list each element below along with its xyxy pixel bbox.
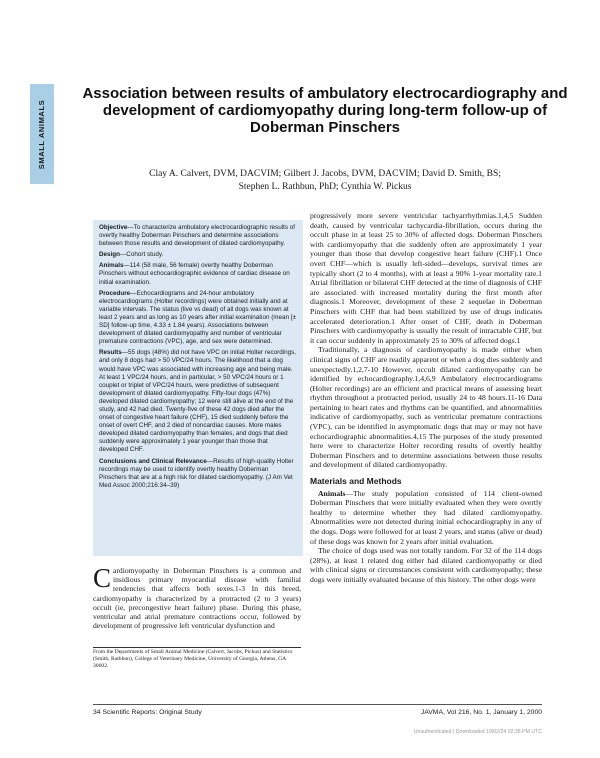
abstract-animals: Animals—114 (58 male, 56 female) overtly healthy Doberman Pinschers without echocardiographic evidence of cardiac disease on initial examination. bbox=[99, 262, 290, 286]
abstract-box bbox=[93, 220, 303, 556]
section-tab-label: SMALL ANIMALS bbox=[37, 99, 47, 169]
page-footer-right: JAVMA, Vol 216, No. 1, January 1, 2000 bbox=[420, 709, 542, 716]
intro-paragraph: ardiomyopathy in Doberman Pinschers is a common and insidious primary myocardial disease with familial tendencies that affects both sexes.1-3 In this breed, cardiomyopathy is characterized by a protracted (2 to 3 years) occult (ie, precongestive heart failure) phase. During this phase, ventricular and atrial premature contractions occur, followed by development of progressive left ventricular dysfunction and bbox=[93, 566, 301, 631]
drop-cap: C bbox=[93, 563, 112, 593]
affiliation-footnote: From the Departments of Small Animal Medicine (Calvert, Jacobs, Pickus) and Statistics (Smith, Rathbun), College of Veterinary Medicine, University of Georgia, Athens, GA 30602. bbox=[93, 649, 293, 670]
body-paragraph: The choice of dogs used was not totally random. For 32 of the 114 dogs (28%), at least 1 related dog either had dilated cardiomyopathy or died with clinical signs or circumstances consistent with cardiomyopathy; these dogs were initially evaluated because of this history. The other dogs were bbox=[310, 546, 542, 584]
abstract-procedure: Procedure—Echocardiograms and 24-hour ambulatory electrocardiograms (Holter recordings) were obtained initially and at variable intervals. The status (live vs dead) of all dogs was known at least 2 years and as long as 10 years after initial examination (mean [± SD] follow-up time, 4.33 ± 1.84 years). Associations between development of dilated cardiomyopathy and number of ventricular premature contractions (VPC), age, and sex were determined. bbox=[99, 289, 297, 346]
author-list bbox=[90, 168, 560, 194]
abstract-design: Design—Cohort study. bbox=[99, 251, 164, 259]
author-line: Clay A. Calvert, DVM, DACVIM; Gilbert J. Jacobs, DVM, DACVIM; David D. Smith, BS; bbox=[149, 169, 501, 179]
section-tab bbox=[30, 84, 54, 184]
introduction-text bbox=[93, 563, 301, 631]
download-stamp: Unauthenticated | Downloaded 10/02/24 02:38 PM UTC bbox=[413, 729, 542, 735]
author-line: Stephen L. Rathbun, PhD; Cynthia W. Pickus bbox=[238, 182, 412, 192]
abstract-conclusions: Conclusions and Clinical Relevance—Results of high-quality Holter recordings may be used to identify overtly healthy Doberman Pinschers that are at a high risk for dilated cardiomyopathy. (J Am Vet Med Assoc 2000;216:34–39) bbox=[99, 457, 294, 489]
body-paragraph: Animals—The study population consisted of 114 client-owned Doberman Pinschers that were initially evaluated when they were overtly healthy to determine whether they had dilated cardiomyopathy. Abnormalities were not detected during initial echocardiography in any of the dogs. Dogs were followed for at least 2 years, and status (alive or dead) of these dogs was known for 2 years after initial evaluation. bbox=[310, 488, 542, 546]
page-footer-left: 34 Scientific Reports: Original Study bbox=[93, 709, 202, 716]
body-paragraph: Traditionally, a diagnosis of cardiomyopathy is made either when clinical signs of CHF are readily apparent or when a dog dies suddenly and unexpectedly.1,2,7-10 However, occult dilated cardiomyopathy can be identified by echocardiography.1,4,6,9 Ambulatory electrocardiograms (Holter recordings) are an efficient and practical means of assessing heart rhythm throughout a protracted period, usually 24 to 48 hours.11-16 Data pertaining to heart rates and rhythms can be quantified, and abnormalities indicative of cardiomyopathy, such as ventricular premature contractions (VPC), can be identified in asymptomatic dogs that may or may not have echocardiographic abnormalities.4,15 The purposes of the study presented here were to characterize Holter recording results of overtly healthy Doberman Pinschers and to determine associations between those results and development of dilated cardiomyopathy. bbox=[310, 345, 542, 470]
section-heading: Materials and Methods bbox=[310, 476, 402, 487]
footnote-divider bbox=[93, 647, 301, 648]
abstract-results: Results—55 dogs (48%) did not have VPC on initial Holter recordings, and only 8 dogs had > 50 VPC/24 hours. The likelihood that a dog would have VPC was associated with increasing age and being male. At least 1 VPC/24 hours, and in particular, > 50 VPC/24 hours or 1 couplet or triplet of VPC/24 hours, were predictive of subsequent development of dilated cardiomyopathy. Fifty-four dogs (47%) developed dilated cardiomyopathy; 12 were still alive at the end of the study, and 42 had died. Twenty-five of these 42 dogs died after the onset of congestive heart failure (CHF), 15 died suddenly before the onset of overt CHF, and 2 died of noncardiac causes. More males developed dilated cardiomyopathy than females, and dogs that died suddenly were approximately 1 year younger than those that developed CHF. bbox=[99, 349, 297, 454]
right-column bbox=[310, 211, 542, 585]
footer-divider bbox=[93, 704, 542, 705]
article-title: Association between results of ambulatory electrocardiography and development of cardiomyopathy during long-term follow-up of Doberman Pinschers bbox=[82, 85, 568, 136]
abstract-objective: Objective—To characterize ambulatory electrocardiographic results of overtly healthy Doberman Pinschers and determine associations between those results and development of dilated cardiomyopathy. bbox=[99, 224, 296, 248]
body-paragraph: progressively more severe ventricular tachyarrhythmias.1,4,5 Sudden death, caused by ventricular tachycardia-fibrillation, occurs during the occult phase in at least 25 to 30% of affected dogs. Doberman Pinschers with cardiomyopathy that die suddenly often are approximately 1 year younger than those that develop congestive heart failure (CHF).1 Once overt CHF—which is usually left-sided—develops, survival times are typically short (2 to 4 months), with at least a 90% 1-year mortality rate.1 Atrial fibrillation or bilateral CHF detected at the time of diagnosis of CHF are associated with increased mortality during the first month after diagnosis.1 Moreover, development of these 2 sequelae in Doberman Pinschers with CHF that had been stabilized by use of drugs indicates accelerated deterioration.1 After onset of CHF, death in Doberman Pinschers with cardiomyopathy is usually the result of intractable CHF, but it can occur suddenly in approximately 25 to 30% of affected dogs.1 bbox=[310, 211, 542, 345]
